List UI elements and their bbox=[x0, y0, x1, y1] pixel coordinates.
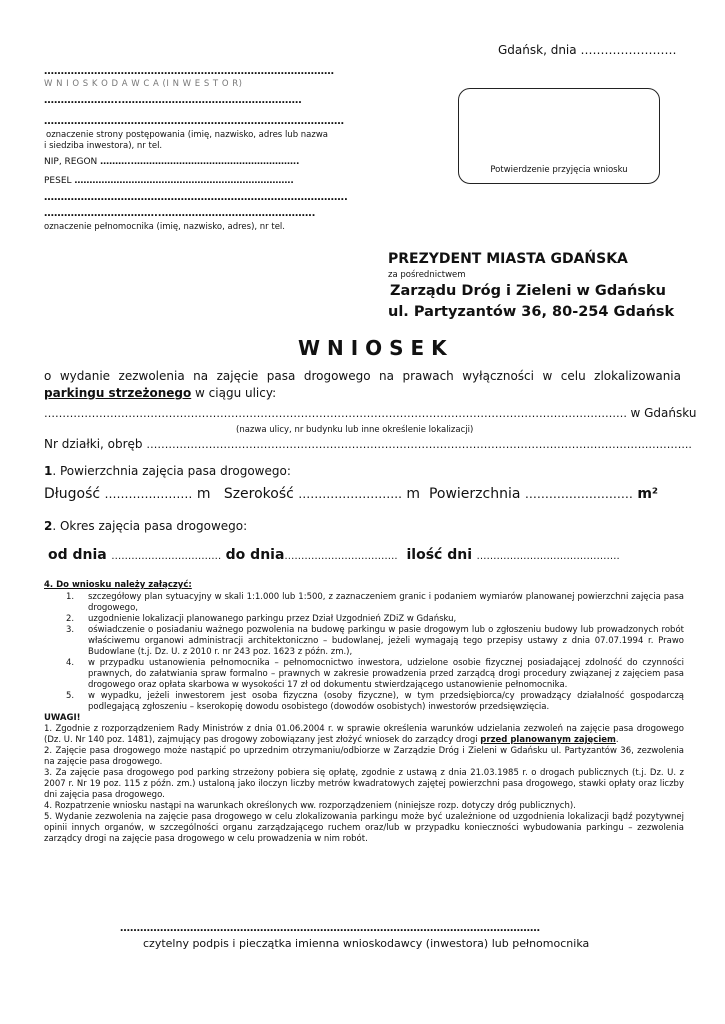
attachment-number: 4. bbox=[66, 658, 75, 668]
street-row bbox=[44, 406, 696, 420]
nip-label: NIP, REGON bbox=[44, 157, 98, 167]
pesel-row bbox=[44, 176, 294, 186]
section-1-label: . Powierzchnia zajęcia pasa drogowego: bbox=[52, 464, 291, 478]
note-1-text: 1. Zgodnie z rozporządzeniem Rady Ministrów z dnia 01.06.2004 r. w sprawie określenia warunków udzielania zezwoleń na zajęcie pasa drogowego (Dz. U. Nr 140 poz. 1481), zajmujący pas drogowy zobowiązany jest złożyć wniosek do zarządcy drogi bbox=[44, 724, 684, 745]
section-2-title bbox=[44, 519, 247, 533]
note-4: 4. Rozpatrzenie wniosku nastąpi na warunkach określonych ww. rozporządzeniem (niniejsze rozp. dotyczy dróg publicznych). bbox=[44, 801, 576, 811]
signature-caption: czytelny podpis i pieczątka imienna wnioskodawcy (inwestora) lub pełnomocnika bbox=[143, 937, 590, 950]
form-heading: W N I O S E K bbox=[298, 336, 447, 360]
attachment-item bbox=[44, 592, 684, 614]
dimensions-row bbox=[44, 486, 658, 502]
note-1-emphasis: przed planowanym zajęciem bbox=[480, 735, 616, 745]
days-field[interactable]: ……………………………………. bbox=[476, 551, 620, 562]
street-field[interactable]: …………………………………………………………………………………………………………………………………………… bbox=[44, 407, 627, 420]
to-field[interactable]: ……………………………. bbox=[284, 551, 398, 562]
proxy-caption: oznaczenie pełnomocnika (imię, nazwisko, adres), nr tel. bbox=[44, 222, 285, 232]
notes-title: UWAGI! bbox=[44, 713, 81, 723]
attachment-text: uzgodnienie lokalizacji planowanego parkingu przez Dział Uzgodnień ZDiZ w Gdańsku, bbox=[88, 614, 457, 624]
applicant-label: W N I O S K O D A W C A (I N W E S T O R) bbox=[44, 79, 243, 89]
applicant-line-5[interactable]: ……………………………..………………………………………. bbox=[44, 208, 316, 219]
nip-row bbox=[44, 157, 299, 167]
attachment-item bbox=[44, 658, 684, 691]
addressee-office: Zarządu Dróg i Zieleni w Gdańsku bbox=[390, 283, 666, 299]
from-label: od dnia bbox=[48, 547, 107, 563]
attachment-number: 3. bbox=[66, 625, 75, 635]
attachment-item bbox=[44, 614, 684, 625]
addressee-via: za pośrednictwem bbox=[388, 270, 466, 280]
plot-field[interactable]: ………………………………………………………………………………………………………………………..………... bbox=[146, 438, 692, 451]
city-date-label: Gdańsk, dnia bbox=[498, 43, 577, 57]
note-1-end: . bbox=[615, 735, 619, 745]
attachment-number: 5. bbox=[66, 691, 75, 701]
addressee-title: PREZYDENT MIASTA GDAŃSKA bbox=[388, 251, 628, 267]
nip-field[interactable]: ………..………………………………………………. bbox=[100, 157, 300, 167]
section-1-title bbox=[44, 464, 291, 478]
to-label: do dnia bbox=[225, 547, 285, 563]
length-label: Długość bbox=[44, 486, 101, 502]
attachment-number: 1. bbox=[66, 592, 75, 602]
width-field[interactable]: …………………….. bbox=[298, 487, 402, 501]
from-field[interactable]: …………………………… bbox=[111, 551, 222, 562]
attachments-list bbox=[44, 592, 684, 845]
receipt-stamp-box bbox=[458, 88, 660, 184]
note-3: 3. Za zajęcie pasa drogowego pod parking strzeżony pobiera się opłatę, zgodnie z ustawą z dnia 21.03.1985 r. o drogach publicznych (t.j. Dz. U. z 2007 r. Nr 19 poz. 115 z późn. zm.) ustaloną jako iloczyn liczby metrów kwadratowych zajętej powierzchni pasa drogowego, stawki opłaty oraz liczby dni zajęcia pasa drogowego. bbox=[44, 768, 684, 800]
section-2-number: 2 bbox=[44, 519, 53, 533]
pesel-label: PESEL bbox=[44, 176, 72, 186]
receipt-box-label: Potwierdzenie przyjęcia wniosku bbox=[490, 165, 628, 175]
street-suffix: w Gdańsku bbox=[630, 406, 697, 420]
intro-rest: w ciągu ulicy: bbox=[191, 386, 277, 400]
attachment-item bbox=[44, 691, 684, 713]
attachment-text: w przypadku ustanowienia pełnomocnika – pełnomocnictwo inwestora, udzielone osobie fizycznej posiadającej zdolność do czynności prawnych, do załatwiania spraw formalno – prawnych w zakresie prowadzenia przed zarządcą drogi procedury związanej z zajęciem pasa drogowego oraz opłata skarbowa w wysokości 17 zł od dokumentu stwierdzającego ustanowienie pełnomocnika. bbox=[88, 658, 684, 690]
applicant-line-1[interactable]: …………………………………………………………………………… bbox=[44, 66, 334, 77]
area-unit: m² bbox=[637, 486, 659, 502]
applicant-caption-2: i siedziba inwestora), nr tel. bbox=[44, 141, 163, 151]
intro-parking-type: parkingu strzeżonego bbox=[44, 386, 192, 400]
attachment-item bbox=[44, 625, 684, 658]
intro-line-2 bbox=[44, 386, 276, 400]
attachments-title: 4. Do wniosku należy załączyć: bbox=[44, 580, 192, 590]
city-date bbox=[498, 43, 676, 57]
attachment-number: 2. bbox=[66, 614, 75, 624]
area-label: Powierzchnia bbox=[428, 486, 521, 502]
length-unit: m bbox=[196, 486, 211, 502]
attachment-text: oświadczenie o posiadaniu ważnego pozwolenia na budowę parkingu w pasie drogowym lub o zgłoszeniu budowy lub prowadzonych robót właściwemu organowi administracji architektoniczno – budowlanej, jeżeli wymagają tego przepisy ustawy z dnia 07.07.1994 r. Prawo Budowlane (t.j. Dz. U. z 2010 r. nr 243 poz. 1623 z późn. zm.), bbox=[88, 625, 684, 657]
note-2: 2. Zajęcie pasa drogowego może nastąpić po uprzednim otrzymaniu/odbiorze w Zarządzie Dróg i Zieleni w Gdańsku ul. Partyzantów 36, zezwolenia na zajęcie pasa drogowego. bbox=[44, 746, 684, 767]
width-label: Szerokość bbox=[223, 486, 294, 502]
area-field[interactable]: ……………………… bbox=[524, 487, 633, 501]
plot-row bbox=[44, 437, 692, 451]
section-2-label: . Okres zajęcia pasa drogowego: bbox=[52, 519, 248, 533]
applicant-line-3[interactable]: ……………………………………………………………………………… bbox=[44, 116, 344, 127]
applicant-line-4[interactable]: ………………………………………………………………………………. bbox=[44, 192, 348, 203]
applicant-caption-1: oznaczenie strony postępowania (imię, nazwisko, adres lub nazwa bbox=[46, 130, 329, 140]
attachment-text: szczegółowy plan sytuacyjny w skali 1:1.000 lub 1:500, z zaznaczeniem granic i podaniem wymiarów planowanej powierzchni zajęcia pasa drogowego, bbox=[88, 592, 684, 613]
period-row bbox=[48, 547, 620, 563]
pesel-field[interactable]: ………………………………………………………………. bbox=[74, 176, 294, 186]
applicant-line-2[interactable]: …………………..……………………………………………… bbox=[44, 95, 302, 106]
street-caption: (nazwa ulicy, nr budynku lub inne określenie lokalizacji) bbox=[236, 425, 474, 435]
days-label: ilość dni bbox=[406, 547, 473, 563]
width-unit: m bbox=[406, 486, 421, 502]
note-5: 5. Wydanie zezwolenia na zajęcie pasa drogowego w celu zlokalizowania parkingu może być uzależnione od uzgodnienia lokalizacji bądź pozytywnej opinii innych organów, w szczególności organu zarządzającego ruchem oraz/lub w przypadku konieczności wybudowania parkingu – zezwolenia zarządcy drogi na zajęcie pasa drogowego w celu prowadzenia w nim robót. bbox=[44, 812, 684, 844]
addressee-address: ul. Partyzantów 36, 80-254 Gdańsk bbox=[388, 304, 675, 320]
section-1-number: 1 bbox=[44, 464, 53, 478]
length-field[interactable]: ………….……… bbox=[104, 487, 193, 501]
intro-line-1: o wydanie zezwolenia na zajęcie pasa drogowego na prawach wyłączności w celu zlokalizowania bbox=[44, 369, 681, 383]
plot-label: Nr działki, obręb bbox=[44, 437, 143, 451]
attachment-text: w wypadku, jeżeli inwestorem jest osoba fizyczna (osoby fizyczne), w tym przedsiębiorca/cy prowadzący działalność gospodarczą podlegającą zgłoszeniu – kserokopię dowodu osobistego (dowodów osobistych) inwestorów przedsięwzięcia. bbox=[88, 691, 684, 712]
city-date-field[interactable]: …………………… bbox=[580, 43, 677, 57]
note-1 bbox=[44, 724, 684, 746]
signature-field[interactable]: ……………………………………………………………………………………………………………… bbox=[120, 923, 540, 934]
